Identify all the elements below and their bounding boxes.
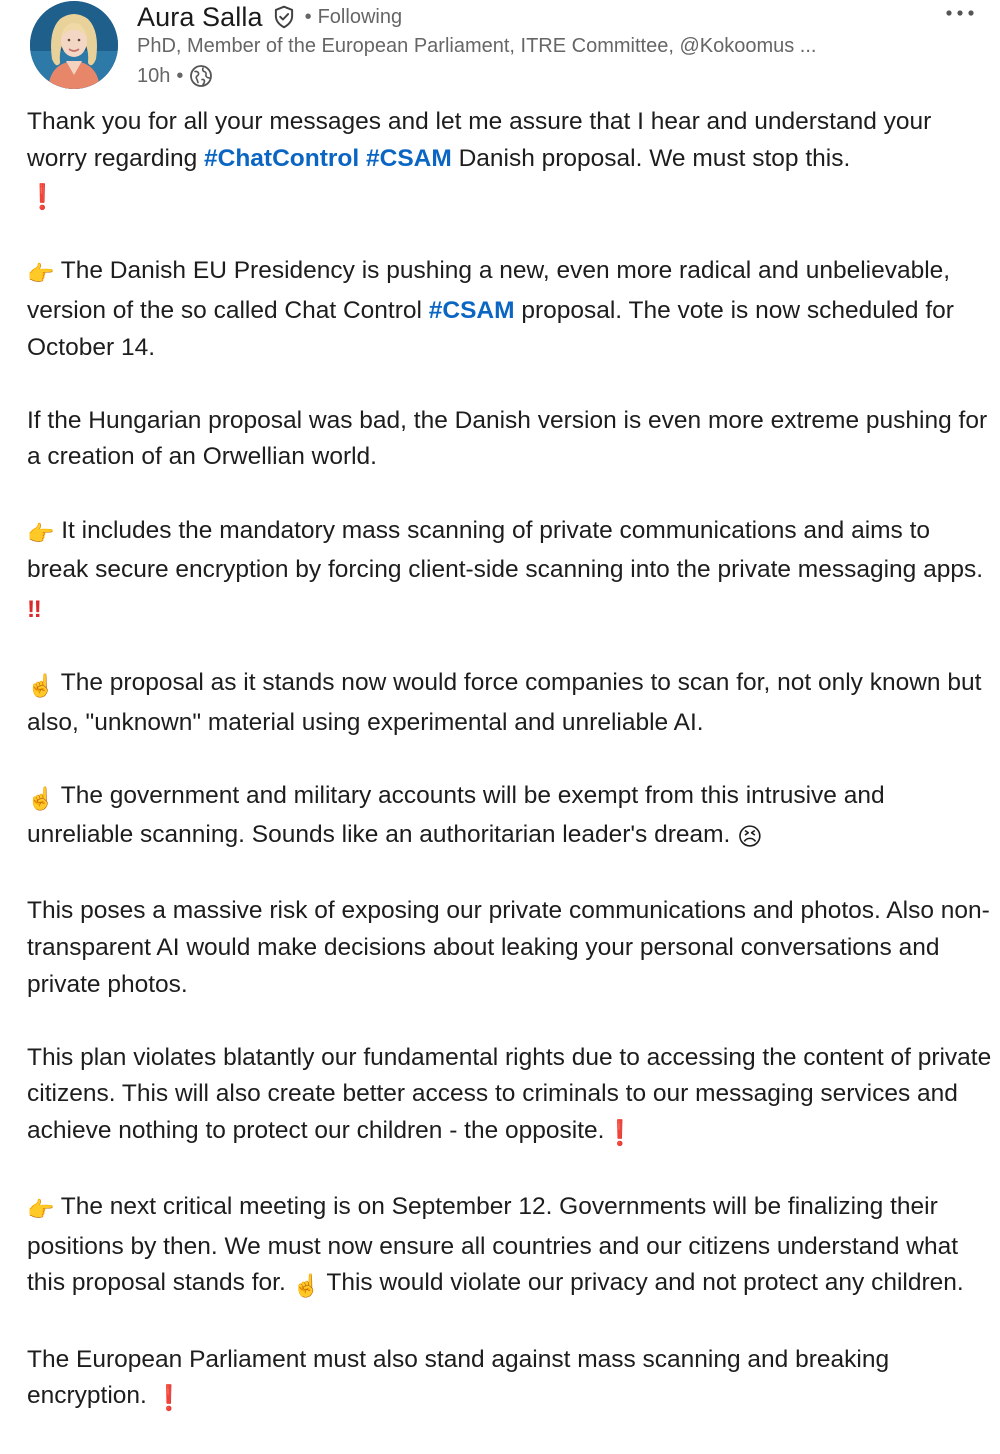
post-paragraph-2: 👉 The Danish EU Presidency is pushing a new, even more radical and unbelievable, version of the so called Chat Control #CSAM proposal. The vote is now scheduled for October 14. [27, 257, 954, 361]
post-paragraph-1: Thank you for all your messages and let me assure that I hear and understand your worry regarding #ChatControl #CSAM Danish proposal. We must stop this. ❗ [27, 104, 992, 217]
meta-separator: • [176, 64, 184, 87]
exclamation-icon: ❗ [153, 1385, 185, 1413]
hashtag-csam[interactable]: #CSAM [428, 296, 515, 324]
point-right-icon: 👉 [27, 261, 55, 287]
following-status[interactable]: Following [317, 5, 403, 28]
author-name-row [137, 0, 402, 34]
avatar-portrait-icon [30, 1, 118, 89]
post-paragraph-10: The European Parliament must also stand against mass scanning and breaking encryption. ❗ [27, 1342, 992, 1418]
exclamation-icon: ❗ [604, 1120, 635, 1148]
point-right-icon: 👉 [27, 520, 55, 546]
post-paragraph-6: ☝️ The government and military accounts will be exempt from this intrusive and unreliable scanning. Sounds like an authoritarian leader's dream. 😣 [27, 778, 992, 857]
post-paragraph-7: This poses a massive risk of exposing our private communications and photos. Also non-transparent AI would make decisions about leaking your personal conversations and private photos. [27, 897, 990, 998]
author-headline: PhD, Member of the European Parliament, ITRE Committee, @Kokoomus ... [137, 35, 817, 57]
post-timestamp[interactable]: 10h [137, 64, 171, 87]
post-paragraph-8: This plan violates blatantly our fundamental rights due to accessing the content of private citizens. This will also create better access to criminals to our messaging services and achieve nothing to protect our children - the opposite.❗ [27, 1040, 992, 1153]
post-paragraph-3: If the Hungarian proposal was bad, the Danish version is even more extreme pushing for a creation of an Orwellian world. [27, 406, 988, 471]
post-header [0, 0, 1000, 100]
more-options-icon [945, 9, 975, 17]
globe-icon [189, 64, 213, 88]
author-name[interactable]: Aura Salla [137, 1, 263, 32]
post-paragraph-9: 👉 The next critical meeting is on September 12. Governments will be finalizing their positions by then. We must now ensure all countries and our citizens understand what this proposal stands for. ☝️ This would violate our privacy and not protect any children. [27, 1189, 992, 1305]
post-body [27, 104, 992, 1454]
point-up-icon: ☝️ [292, 1273, 320, 1299]
hashtag-chatcontrol[interactable]: #ChatControl [204, 144, 360, 172]
point-right-icon: 👉 [27, 1197, 55, 1223]
more-options-button[interactable] [940, 0, 980, 26]
post-meta [137, 62, 213, 90]
double-exclamation-icon: ‼ [27, 595, 42, 623]
post-paragraph-4: 👉 It includes the mandatory mass scanning of private communications and aims to break secure encryption by forcing client-side scanning into the private messaging apps. ‼ [27, 513, 992, 629]
hashtag-csam[interactable]: #CSAM [366, 144, 452, 172]
verified-shield-icon[interactable] [271, 4, 297, 30]
point-up-icon: ☝️ [27, 672, 55, 698]
point-up-icon: ☝️ [27, 785, 55, 811]
name-separator: • [304, 5, 312, 28]
post-paragraph-5: ☝️ The proposal as it stands now would force companies to scan for, not only known but also, "unknown" material using experimental and unreliable AI. [27, 668, 982, 736]
exclamation-icon: ❗ [27, 184, 58, 212]
persevering-face-icon: 😣 [737, 824, 763, 852]
avatar[interactable] [30, 1, 118, 89]
